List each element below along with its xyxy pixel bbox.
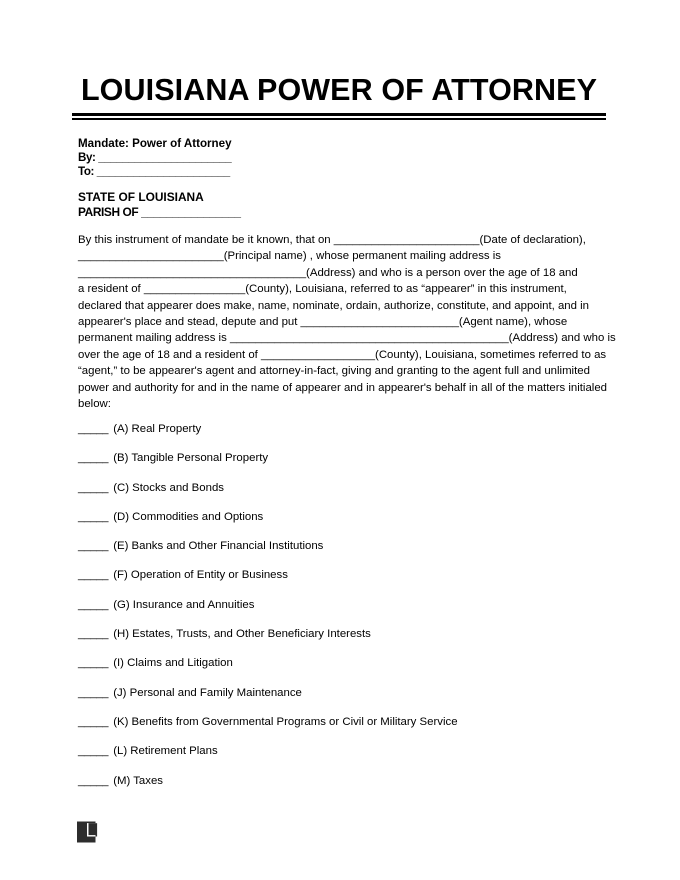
list-item[interactable] <box>78 656 598 685</box>
initialed-matters-list <box>78 422 598 803</box>
parish-field-line[interactable]: PARISH OF ________________ <box>78 204 241 219</box>
title-divider <box>72 113 606 120</box>
body-line: _______________________(Principal name) , whose permanent mailing address is <box>78 250 501 263</box>
body-line: ____________________________________(Address) and who is a person over the age of 18 and <box>78 266 578 279</box>
list-item[interactable] <box>78 598 598 627</box>
initial-blank[interactable]: _____ <box>78 657 109 670</box>
initial-blank[interactable]: _____ <box>78 452 109 465</box>
list-item-label: (A) Real Property <box>113 423 202 435</box>
list-item-label: (B) Tangible Personal Property <box>113 452 269 465</box>
body-line: a resident of ________________(County), Louisiana, referred to as “appearer” in this instrument, <box>78 283 567 296</box>
initial-blank[interactable]: _____ <box>78 569 109 582</box>
title-block <box>72 74 606 120</box>
body-line: declared that appearer does make, name, nominate, ordain, authorize, constitute, and appoint, and in <box>78 299 590 312</box>
initial-blank[interactable]: _____ <box>78 715 109 728</box>
initial-blank[interactable]: _____ <box>78 774 109 787</box>
list-item[interactable] <box>78 539 598 568</box>
list-item-label: (M) Taxes <box>113 774 163 787</box>
list-item[interactable] <box>78 510 598 539</box>
state-line: STATE OF LOUISIANA <box>78 190 204 204</box>
body-paragraph <box>78 232 616 412</box>
initial-blank[interactable]: _____ <box>78 745 109 758</box>
title-rule-thin <box>72 118 606 120</box>
list-item[interactable] <box>78 422 598 451</box>
initial-blank[interactable]: _____ <box>78 686 109 699</box>
list-item[interactable] <box>78 715 598 744</box>
body-line: permanent mailing address is ____________________________________________(Address) and who is <box>78 332 616 345</box>
list-item[interactable] <box>78 744 598 773</box>
list-item-label: (I) Claims and Litigation <box>113 657 233 670</box>
list-item-label: (K) Benefits from Governmental Programs or Civil or Military Service <box>113 715 458 728</box>
list-item-label: (J) Personal and Family Maintenance <box>113 686 302 699</box>
body-line: power and authority for and in the name of appearer and in appearer's behalf in all of the matters initialed <box>78 381 608 394</box>
list-item[interactable] <box>78 627 598 656</box>
list-item[interactable] <box>78 481 598 510</box>
list-item[interactable] <box>78 568 598 597</box>
initial-blank[interactable]: _____ <box>78 423 109 435</box>
list-item[interactable] <box>78 774 598 803</box>
list-item-label: (C) Stocks and Bonds <box>113 481 224 494</box>
body-line: By this instrument of mandate be it known, that on _______________________(Date of declaration), <box>78 234 586 246</box>
list-item-label: (F) Operation of Entity or Business <box>113 569 288 582</box>
initial-blank[interactable]: _____ <box>78 628 109 641</box>
list-item-label: (D) Commodities and Options <box>113 510 264 523</box>
body-line: below: <box>78 398 111 411</box>
mandate-header-block <box>78 137 232 180</box>
initial-blank[interactable]: _____ <box>78 510 109 523</box>
state-parish-block <box>78 190 241 219</box>
body-line: “agent,” to be appearer's agent and attorney-in-fact, giving and granting to the agent full and unlimited <box>78 365 590 378</box>
body-line: appearer's place and stead, depute and put _________________________(Agent name), whose <box>78 316 568 329</box>
body-line: over the age of 18 and a resident of __________________(County), Louisiana, sometimes referred to as <box>78 348 607 361</box>
list-item-label: (L) Retirement Plans <box>113 745 218 758</box>
legal-templates-logo-icon <box>77 820 100 844</box>
list-item-label: (H) Estates, Trusts, and Other Beneficiary Interests <box>113 628 371 641</box>
by-field-line[interactable]: By: ______________________ <box>78 151 232 165</box>
list-item[interactable] <box>78 686 598 715</box>
list-item[interactable] <box>78 451 598 480</box>
initial-blank[interactable]: _____ <box>78 481 109 494</box>
to-field-line[interactable]: To: ______________________ <box>78 165 230 179</box>
page-title: LOUISIANA POWER OF ATTORNEY <box>80 73 598 107</box>
initial-blank[interactable]: _____ <box>78 540 109 553</box>
list-item-label: (G) Insurance and Annuities <box>113 598 255 611</box>
initial-blank[interactable]: _____ <box>78 598 109 611</box>
list-item-label: (E) Banks and Other Financial Institutions <box>113 540 324 553</box>
mandate-label: Mandate: Power of Attorney <box>78 137 232 150</box>
